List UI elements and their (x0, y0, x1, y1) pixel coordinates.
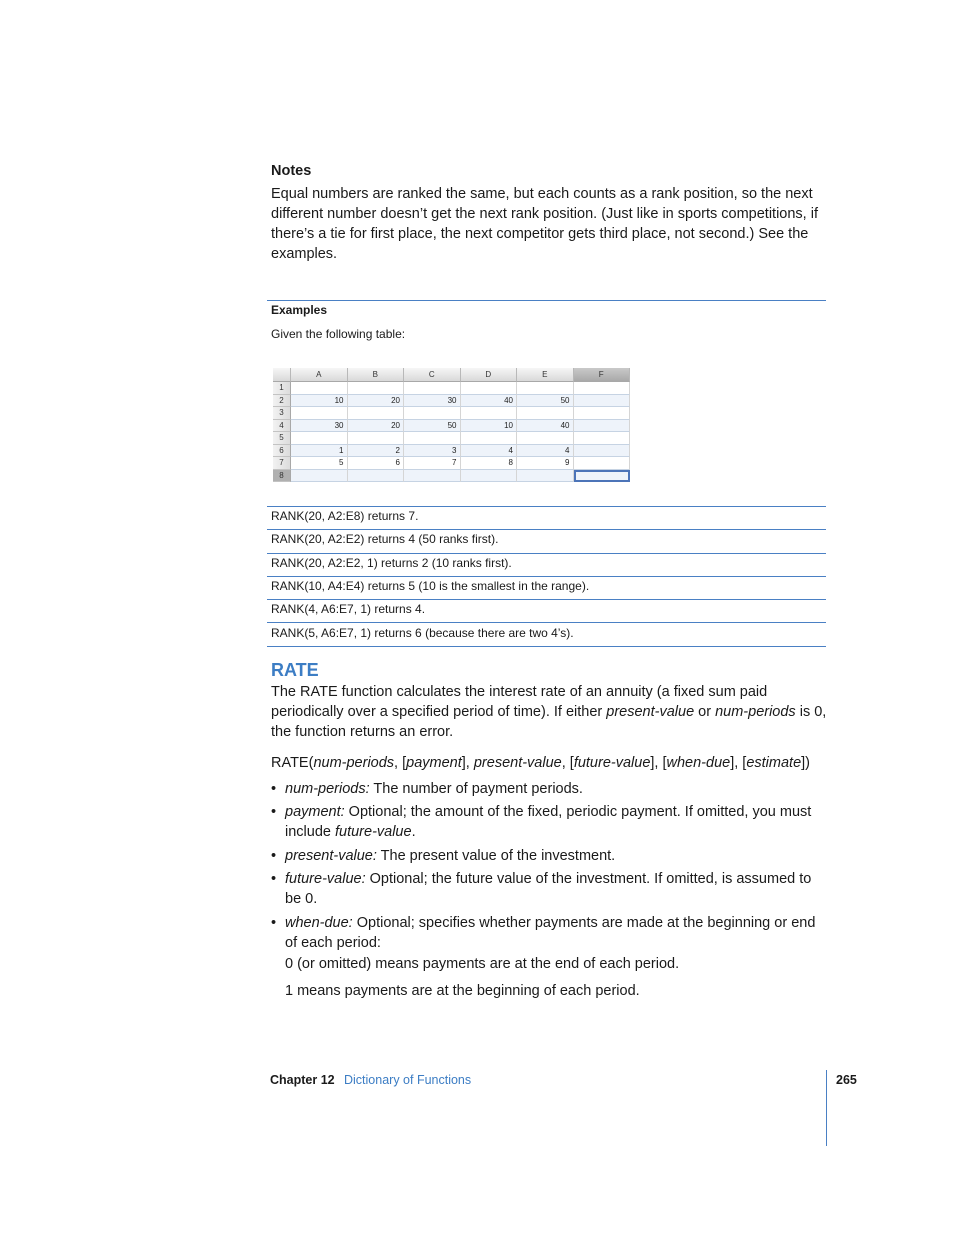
table-cell: 50 (404, 420, 461, 433)
table-cell (574, 470, 631, 483)
examples-intro: Given the following table: (271, 327, 406, 341)
row-header: 1 (273, 382, 291, 395)
table-cell (574, 395, 631, 408)
table-cell: 20 (348, 420, 405, 433)
table-cell (291, 432, 348, 445)
example-row-rule (267, 599, 826, 600)
example-row-rule (267, 622, 826, 623)
table-cell (574, 382, 631, 395)
table-cell (461, 470, 518, 483)
rate-heading: RATE (271, 660, 319, 680)
corner-header (273, 368, 291, 382)
table-cell (404, 470, 461, 483)
table-cell (517, 407, 574, 420)
footer-page-number: 265 (836, 1073, 857, 1087)
rate-intro: The RATE function calculates the interest rate of an annuity (a fixed sum paid periodically over a specified period of time). If either present-value or num-periods is 0, the function returns an error. (271, 684, 827, 740)
bullet-future-value: • future-value: Optional; the future value of the investment. If omitted, is assumed to be 0. (271, 871, 812, 907)
when-due-1-text: 1 means payments are at the beginning of each period. (285, 983, 640, 999)
example-row-rule (267, 506, 826, 507)
table-cell: 50 (517, 395, 574, 408)
example-result-row: RANK(20, A2:E8) returns 7. (271, 509, 419, 523)
table-cell: 6 (348, 457, 405, 470)
table-cell: 3 (404, 445, 461, 458)
table-cell (291, 470, 348, 483)
column-header: D (461, 368, 518, 382)
table-cell (517, 382, 574, 395)
table-cell (348, 432, 405, 445)
table-cell: 40 (517, 420, 574, 433)
example-row-rule (267, 529, 826, 530)
table-cell (404, 432, 461, 445)
table-cell (517, 432, 574, 445)
table-cell: 7 (404, 457, 461, 470)
examples-top-rule (267, 300, 826, 301)
table-cell (404, 382, 461, 395)
bullet-when-due: • when-due: Optional; specifies whether payments are made at the beginning or end of each period: (271, 915, 816, 951)
row-header: 8 (273, 470, 291, 483)
table-cell: 4 (461, 445, 518, 458)
table-cell: 10 (461, 420, 518, 433)
table-cell (461, 407, 518, 420)
table-cell: 10 (291, 395, 348, 408)
table-cell: 8 (461, 457, 518, 470)
column-header: A (291, 368, 348, 382)
table-cell (348, 470, 405, 483)
table-cell (404, 407, 461, 420)
example-result-row: RANK(20, A2:E2, 1) returns 2 (10 ranks first). (271, 556, 512, 570)
example-row-rule (267, 553, 826, 554)
bullet-num-periods: • num-periods: The number of payment periods. (271, 781, 583, 797)
row-header: 5 (273, 432, 291, 445)
example-row-rule (267, 646, 826, 647)
column-header: E (517, 368, 574, 382)
notes-heading: Notes (271, 163, 312, 179)
footer-chapter-title[interactable]: Dictionary of Functions (344, 1073, 472, 1087)
table-cell: 2 (348, 445, 405, 458)
table-cell: 4 (517, 445, 574, 458)
example-result-row: RANK(5, A6:E7, 1) returns 6 (because there are two 4’s). (271, 626, 574, 640)
table-cell: 30 (291, 420, 348, 433)
row-header: 6 (273, 445, 291, 458)
table-cell (517, 470, 574, 483)
table-cell (348, 382, 405, 395)
table-cell: 5 (291, 457, 348, 470)
table-cell (291, 382, 348, 395)
bullet-payment: • payment: Optional; the amount of the fixed, periodic payment. If omitted, you must include future-value. (271, 804, 812, 840)
table-cell: 30 (404, 395, 461, 408)
table-cell (291, 407, 348, 420)
example-row-rule (267, 576, 826, 577)
spreadsheet-table (273, 368, 639, 494)
example-result-row: RANK(4, A6:E7, 1) returns 4. (271, 602, 426, 616)
row-header: 3 (273, 407, 291, 420)
table-cell: 1 (291, 445, 348, 458)
footer-divider (826, 1070, 827, 1146)
row-header: 7 (273, 457, 291, 470)
bullet-present-value: • present-value: The present value of the investment. (271, 848, 616, 864)
column-header: C (404, 368, 461, 382)
example-result-row: RANK(10, A4:E4) returns 5 (10 is the smallest in the range). (271, 579, 590, 593)
notes-body: Equal numbers are ranked the same, but each counts as a rank position, so the next different number doesn’t get the next rank position. (Just like in sports competitions, if there’s a tie for first place, the next competitor gets third place, not second.) See the examples. (271, 186, 818, 262)
table-cell (574, 445, 631, 458)
table-cell: 40 (461, 395, 518, 408)
footer-chapter: Chapter 12 (270, 1073, 335, 1087)
example-result-row: RANK(20, A2:E2) returns 4 (50 ranks first). (271, 532, 499, 546)
table-cell (348, 407, 405, 420)
examples-heading: Examples (271, 303, 328, 317)
rate-syntax: RATE(num-periods, [payment], present-value, [future-value], [when-due], [estimate]) (271, 755, 810, 771)
table-cell (574, 457, 631, 470)
column-header: F (574, 368, 631, 382)
column-header: B (348, 368, 405, 382)
table-cell (574, 407, 631, 420)
table-cell (461, 432, 518, 445)
when-due-0-text: 0 (or omitted) means payments are at the end of each period. (285, 956, 680, 972)
row-header: 4 (273, 420, 291, 433)
row-header: 2 (273, 395, 291, 408)
table-cell (574, 432, 631, 445)
table-cell: 9 (517, 457, 574, 470)
table-cell (461, 382, 518, 395)
table-cell (574, 420, 631, 433)
table-cell: 20 (348, 395, 405, 408)
